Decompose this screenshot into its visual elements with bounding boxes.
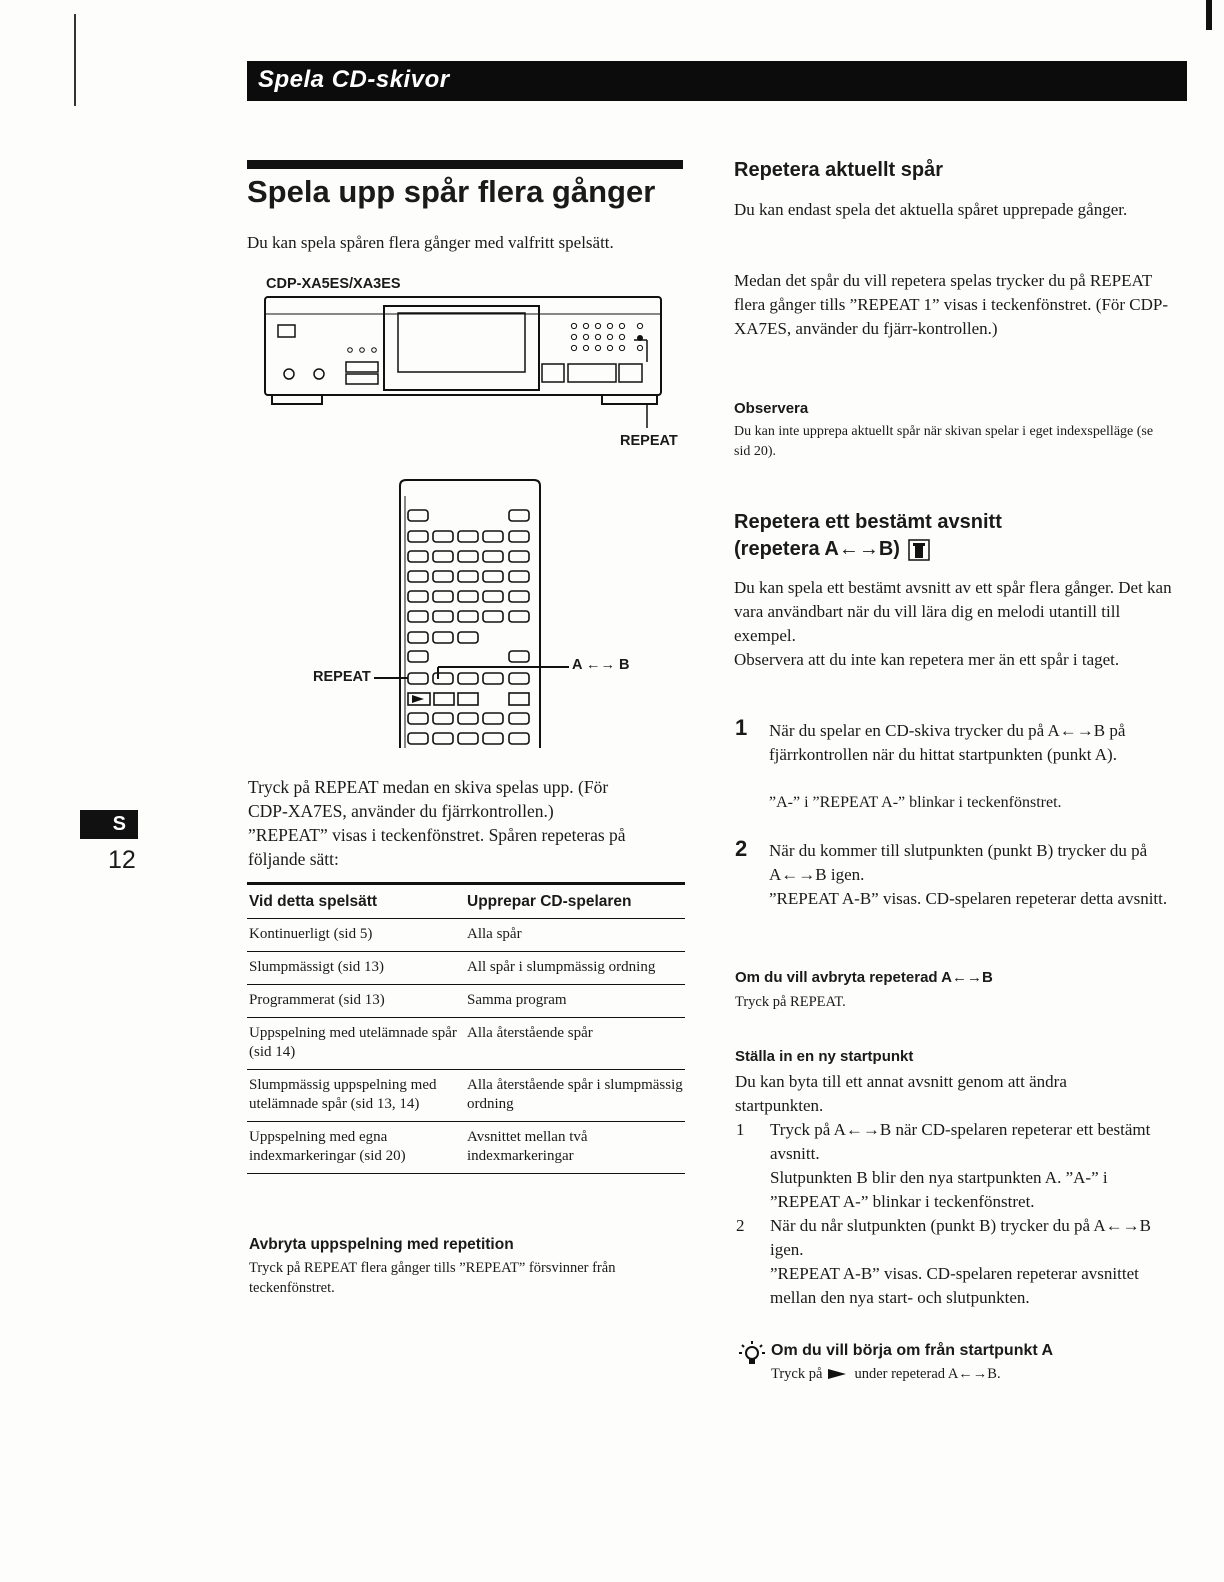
remote-ab-label: A ←→ B (572, 657, 630, 673)
table-cell: Alla återstående spår i slumpmässig ordning (465, 1070, 685, 1122)
tip-lightbulb-icon (738, 1340, 766, 1368)
page-title: Spela upp spår flera gånger (247, 174, 656, 209)
step-subtext: ”REPEAT A-B” visas. CD-spelaren repeterar detta avsnitt. (769, 889, 1168, 908)
repeat-instructions (248, 775, 626, 871)
repeat-ab-title (734, 509, 1002, 563)
section-title: Spela CD-skivor (258, 66, 450, 93)
model-label: CDP-XA5ES/XA3ES (266, 276, 401, 292)
table-row (247, 985, 685, 1018)
title-rule (247, 160, 683, 169)
remote-repeat-label: REPEAT (313, 669, 371, 685)
page-number: 12 (108, 846, 136, 874)
repeat-current-title: Repetera aktuellt spår (734, 159, 943, 181)
repeat-ab-note: Observera att du inte kan repetera mer än ett spår i taget. (734, 650, 1120, 669)
cancel-repeat-title: Avbryta uppspelning med repetition (249, 1236, 514, 1253)
repeat-ab-title-line-2 (734, 536, 1002, 563)
repeat-current-text-1: Du kan endast spela det aktuella spåret upprepade gånger. (734, 200, 1128, 219)
table-row (247, 1070, 685, 1122)
note-title: Observera (734, 400, 809, 417)
repeat-ab-title-line-2-text: (repetera A←→B) (734, 538, 900, 560)
repeat-current-text-2: Medan det spår du vill repetera spelas trycker du på REPEAT flera gånger tills ”REPEAT 1” visas i teckenfönstret. (För CDP-XA7ES, använder du fjärr-kontrollen.) (734, 271, 1169, 338)
tip-text-after: under repeterad A←→B. (854, 1366, 1001, 1382)
table-cell: Slumpmässigt (sid 13) (247, 952, 465, 985)
new-start-step-subtext: Slutpunkten B blir den nya startpunkten A. ”A-” i ”REPEAT A-” blinkar i teckenfönstret. (770, 1168, 1108, 1211)
intro-text: Du kan spela spåren flera gånger med valfritt spelsätt. (247, 233, 614, 252)
step-text: När du kommer till slutpunkten (punkt B) trycker du på A←→B igen. (769, 841, 1148, 884)
table-row (247, 1122, 685, 1174)
instruction-line: följande sätt: (248, 849, 339, 869)
remote-control-illustration (396, 476, 544, 754)
new-start-step-text: När du når slutpunkten (punkt B) trycker du på A←→B igen. (770, 1216, 1152, 1259)
play-icon (826, 1368, 850, 1380)
table-row (247, 952, 685, 985)
step-number: 1 (735, 715, 748, 740)
step-text: När du spelar en CD-skiva trycker du på A←→B på fjärrkontrollen när du hittat startpunkten (punkt A). (769, 721, 1126, 764)
new-start-step-number: 1 (736, 1120, 745, 1139)
player-repeat-label: REPEAT (620, 433, 678, 449)
cd-player-illustration (262, 294, 682, 454)
table-cell: Programmerat (sid 13) (247, 985, 465, 1018)
note-text: Du kan inte upprepa aktuellt spår när skivan spelar i eget indexspelläge (se sid 20). (734, 424, 1154, 459)
instruction-line: ”REPEAT” visas i teckenfönstret. Spåren repeteras på (248, 825, 626, 845)
instruction-line: CDP-XA7ES, använder du fjärrkontrollen.) (248, 801, 554, 821)
table-cell: Samma program (465, 985, 685, 1018)
table-cell: Uppspelning med egna indexmarkeringar (sid 20) (247, 1122, 465, 1174)
new-start-step-subtext: ”REPEAT A-B” visas. CD-spelaren repeterar avsnittet mellan den nya start- och slutpunkten. (770, 1264, 1139, 1307)
cancel-ab-text: Tryck på REPEAT. (735, 994, 846, 1010)
tip-text-before: Tryck på (771, 1366, 823, 1382)
table-cell: All spår i slumpmässig ordning (465, 952, 685, 985)
table-row (247, 919, 685, 952)
new-start-step-text: Tryck på A←→B när CD-spelaren repeterar ett bestämt avsnitt. (770, 1120, 1151, 1163)
table-cell: Slumpmässig uppspelning med utelämnade spår (sid 13, 14) (247, 1070, 465, 1122)
table-cell: Kontinuerligt (sid 5) (247, 919, 465, 952)
step-number: 2 (735, 836, 748, 861)
table-cell: Alla återstående spår (465, 1018, 685, 1070)
repeat-modes-table (247, 882, 685, 1174)
remote-ab-leader-line (544, 658, 569, 672)
margin-rule (74, 14, 76, 106)
instruction-line: Tryck på REPEAT medan en skiva spelas upp. (För (248, 777, 609, 797)
table-cell: Avsnittet mellan två indexmarkeringar (465, 1122, 685, 1174)
cancel-ab-title: Om du vill avbryta repeterad A←→B (735, 969, 993, 986)
table-cell: Alla spår (465, 919, 685, 952)
tip-text (771, 1364, 1001, 1384)
remote-repeat-leader-line (374, 670, 404, 686)
table-cell: Uppspelning med utelämnade spår (sid 14) (247, 1018, 465, 1070)
table-header-mode: Vid detta spelsätt (247, 884, 465, 919)
remote-only-icon (908, 539, 930, 561)
new-start-intro: Du kan byta till ett annat avsnitt genom att ändra startpunkten. (735, 1072, 1067, 1115)
step-subtext: ”A-” i ”REPEAT A-” blinkar i teckenfönstret. (769, 794, 1062, 811)
language-tab: S (80, 810, 138, 839)
repeat-ab-title-line-1: Repetera ett bestämt avsnitt (734, 511, 1002, 533)
new-start-title: Ställa in en ny startpunkt (735, 1048, 914, 1065)
new-start-step-number: 2 (736, 1216, 745, 1235)
tip-title: Om du vill börja om från startpunkt A (771, 1342, 1054, 1359)
table-row (247, 1018, 685, 1070)
table-header-row (247, 884, 685, 919)
corner-mark (1206, 0, 1212, 30)
repeat-ab-intro: Du kan spela ett bestämt avsnitt av ett spår flera gånger. Det kan vara användbart när du vill lära dig en melodi utantill till exempel. (734, 578, 1172, 645)
cancel-repeat-text: Tryck på REPEAT flera gånger tills ”REPEAT” försvinner från teckenfönstret. (249, 1260, 616, 1296)
table-header-result: Upprepar CD-spelaren (465, 884, 685, 919)
